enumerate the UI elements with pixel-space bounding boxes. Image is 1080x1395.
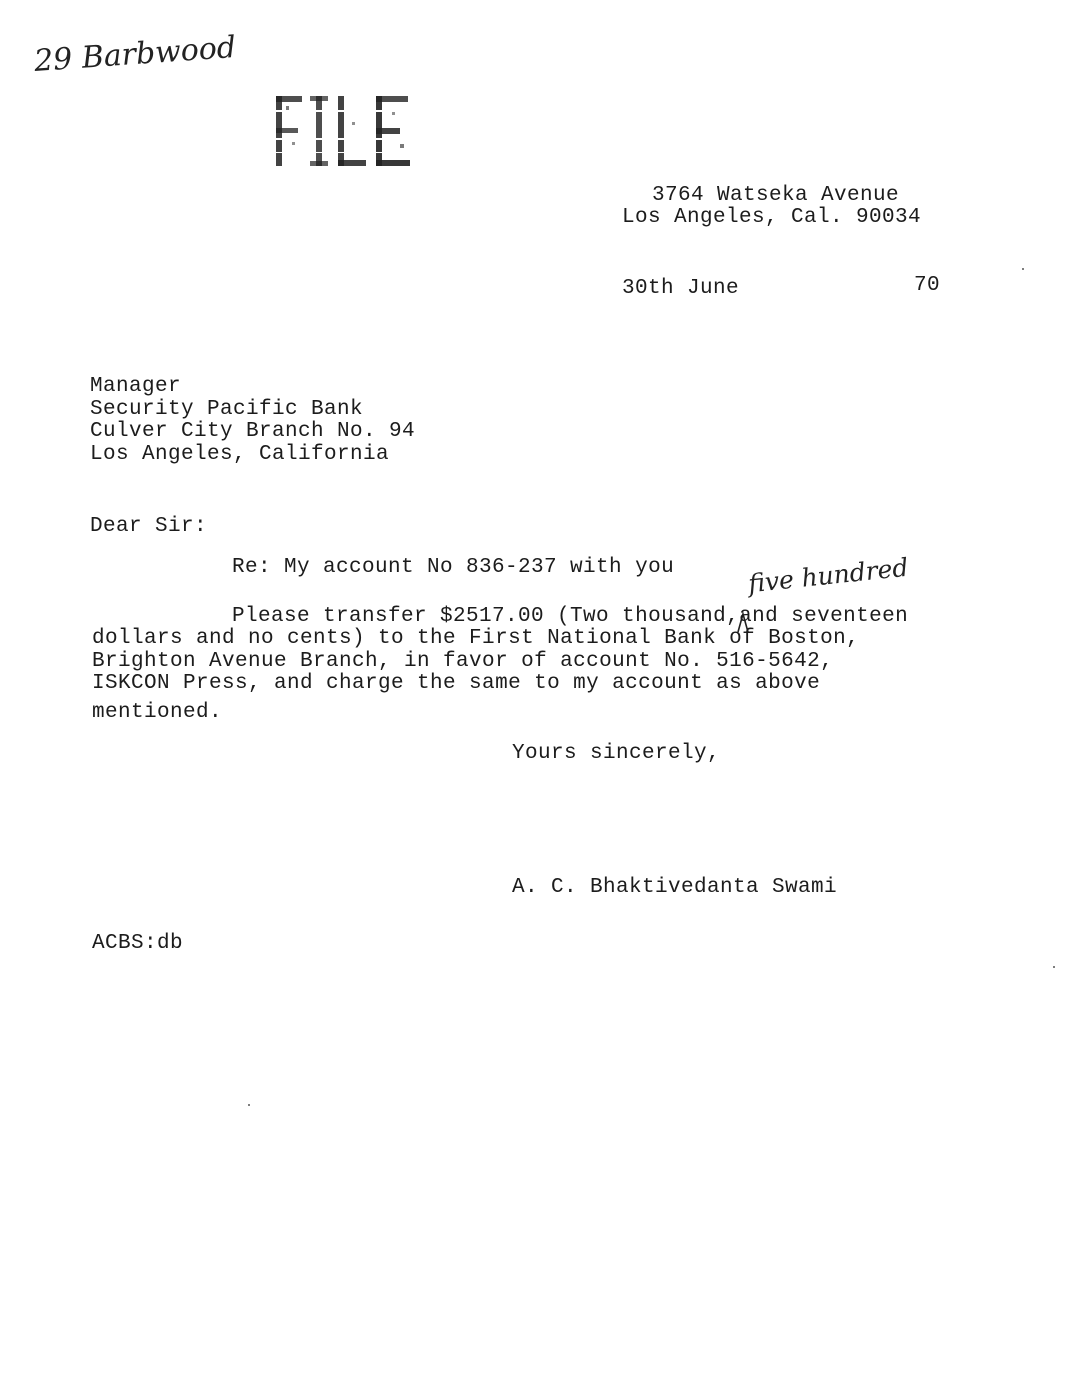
letter-date: 30th June (622, 277, 740, 300)
body-line3: Brighton Avenue Branch, in favor of account No. 516-5642, (92, 650, 834, 673)
sender-address-line2: Los Angeles, Cal. 90034 (622, 206, 922, 229)
signature-name: A. C. Bhaktivedanta Swami (512, 876, 838, 899)
scan-speck (1022, 268, 1024, 270)
scan-speck (1053, 966, 1055, 968)
reference-initials: ACBS:db (92, 932, 184, 955)
closing: Yours sincerely, (512, 742, 721, 765)
recipient-line3: Culver City Branch No. 94 (90, 420, 416, 443)
recipient-line1: Manager (90, 375, 182, 398)
recipient-line4: Los Angeles, California (90, 443, 390, 466)
body-line5: mentioned. (92, 701, 223, 724)
letter-year: 70 (914, 274, 941, 297)
subject-line: Re: My account No 836-237 with you (232, 556, 675, 579)
file-stamp (272, 92, 416, 172)
body-line1: Please transfer $2517.00 (Two thousand,and seventeen (232, 605, 909, 628)
body-line2: dollars and no cents) to the First National Bank of Boston, (92, 627, 860, 650)
sender-address-line1: 3764 Watseka Avenue (652, 184, 900, 207)
handwritten-note: 29 Barbwood (32, 29, 238, 80)
body-line4: ISKCON Press, and charge the same to my account as above (92, 672, 821, 695)
recipient-line2: Security Pacific Bank (90, 398, 364, 421)
scan-speck (248, 1104, 250, 1106)
salutation: Dear Sir: (90, 515, 208, 538)
handwritten-insertion: five hundred (746, 552, 910, 599)
